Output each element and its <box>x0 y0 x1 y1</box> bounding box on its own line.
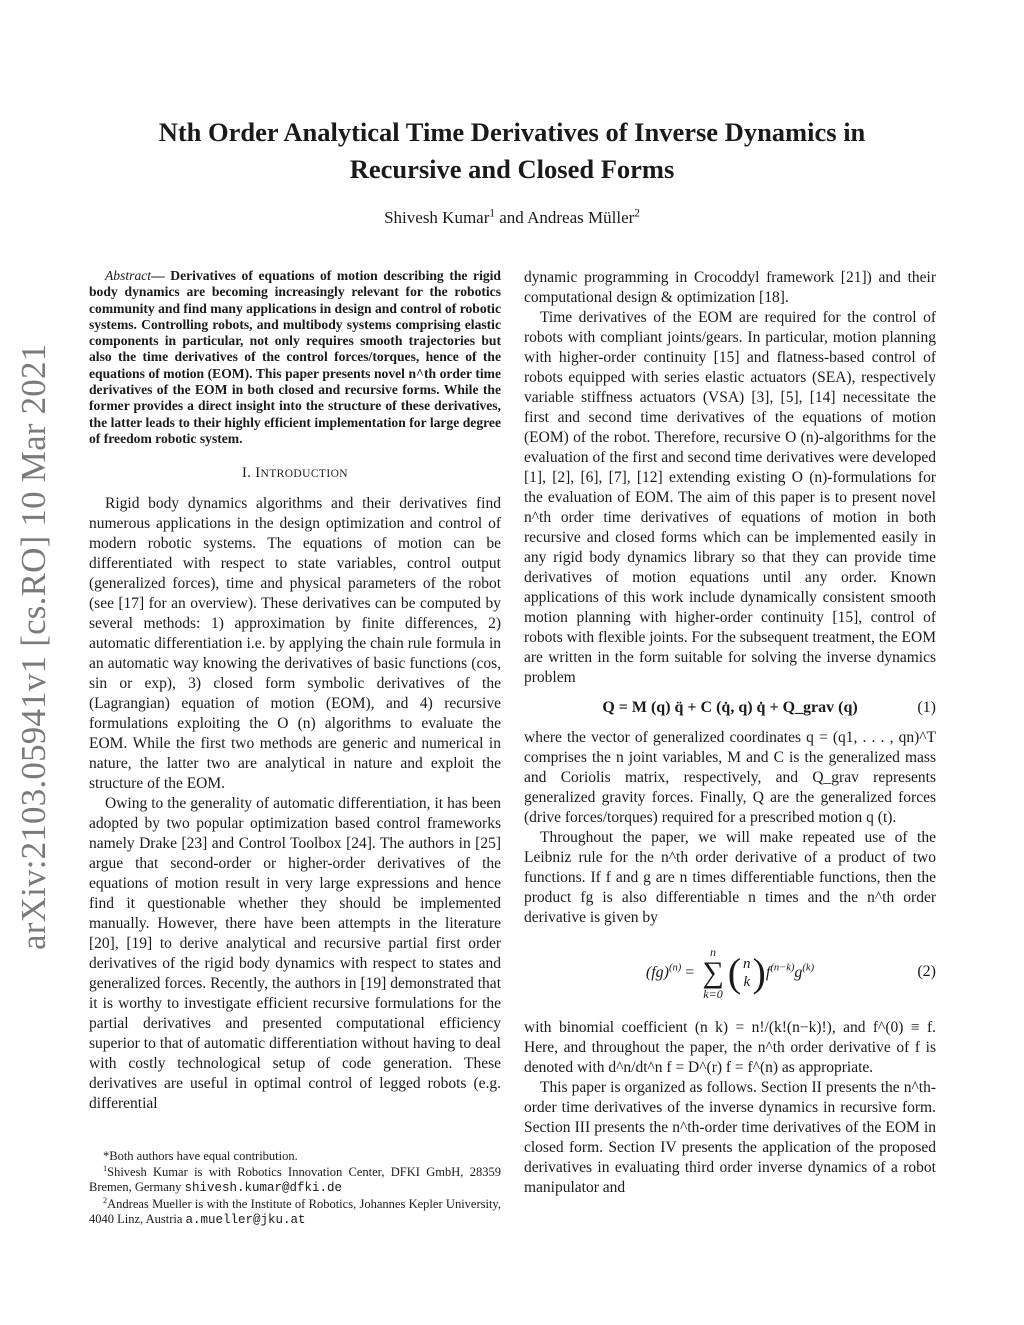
section-number: I. <box>242 465 252 482</box>
right-paragraph-5: This paper is organized as follows. Section II presents the n^th-order time derivatives of the inverse dynamics in recursive form. Section III presents the n^th-order time derivatives of the EOM in closed form. Section IV presents the application of the proposed derivatives in evaluating third order inverse dynamics of a robot manipulator and <box>524 1079 936 1196</box>
equation-1 <box>524 698 936 718</box>
footnote-1-mark: 1 <box>103 1163 108 1173</box>
author-1-affil-mark: 1 <box>489 207 495 220</box>
right-paragraph-3: Throughout the paper, we will make repeated use of the Leibniz rule for the n^th order derivative of a product of two functions. If f and g are n times differentiable functions, then the product fg is also differentiable n times and the n^th order derivative is given by <box>524 829 936 926</box>
footnotes <box>89 1149 501 1229</box>
right-paragraph-2: where the vector of generalized coordinates q = (q1, . . . , qn)^T comprises the n joint variables, M and C is the generalized mass and Coriolis matrix, respectively, and Q_grav represents generalized gravity forces. Finally, Q are the generalized forces (drive forces/torques) required for a prescribed motion q (t). <box>524 729 936 826</box>
equation-1-body: Q = M (q) q̈ + C (q̇, q) q̇ + Q_grav (q) <box>602 699 858 716</box>
paper-title <box>100 114 924 188</box>
left-column <box>89 268 501 1114</box>
right-paragraph-4: with binomial coefficient (n k) = n!/(k!(n−k)!), and f^(0) ≡ f. Here, and throughout the paper, the n^th order derivative of f is denoted with d^n/dt^n f = D^(r) f = f^(n) as appropriate. <box>524 1019 936 1076</box>
right-paragraph-1: Time derivatives of the EOM are required for the control of robots with compliant joints/gears. In particular, motion planning with higher-order continuity [15] and flatness-based control of robots equipped with series elastic actuators (SEA), respectively variable stiffness actuators (VSA) [3], [5], [14] necessitate the first and second time derivatives of the equations of motion (EOM) of the robot. Therefore, recursive O (n)-algorithms for the evaluation of the first and second time derivatives were developed [1], [2], [6], [7], [12] extending existing O (n)-formulations for the evaluation of EOM. The aim of this paper is to present novel n^th order time derivatives of equations of motion in both recursive and closed forms which can be implemented easily in any rigid body dynamics library so that they can provide time derivatives of motion equations until any order. Known applications of this work include dynamically consistent smooth motion planning with higher-order continuity [15], control of robots with flexible joints. For the subsequent treatment, the EOM are written in the form suitable for solving the inverse dynamics problem <box>524 309 936 686</box>
author-2-affil-mark: 2 <box>634 207 640 220</box>
footnote-2-mark: 2 <box>103 1195 108 1205</box>
binomial-close: ) <box>752 950 766 995</box>
equation-2-lhs: (fg)$^{(n)}$ <box>645 962 682 981</box>
intro-paragraph-1: Rigid body dynamics algorithms and their derivatives find numerous applications in the design optimization and control of modern robotic systems. The equations of motion can be differentiated with respect to state variables, control output (generalized forces), time and physical parameters of the robot (see [17] for an overview). These derivatives can be computed by several methods: 1) approximation by finite differences, 2) automatic differentiation i.e. by applying the chain rule formula in an automatic way knowing the derivatives of basic functions (cos, sin or exp), 3) closed form symbolic derivatives of the (Lagrangian) equation of motion (EOM), and 4) recursive formulations exploiting the O (n) algorithms to evaluate the EOM. While the first two methods are generic and numerical in nature, the latter two are analytical in nature and exploit the structure of the EOM. <box>89 495 501 793</box>
author-conjunction: and <box>495 208 528 227</box>
section-title-initial: I <box>255 465 261 482</box>
footnote-equal-contribution: *Both authors have equal contribution. <box>103 1149 298 1163</box>
author-2: Andreas Müller <box>527 208 635 227</box>
equation-2-number: (2) <box>917 963 936 980</box>
abstract-label: Abstract <box>105 268 152 283</box>
equation-2-rhs: $f^{(n-k)}g^{(k)}$ <box>765 962 815 981</box>
intro-paragraph-2: Owing to the generality of automatic differentiation, it has been adopted by two popular optimization based control frameworks namely Drake [23] and Control Toolbox [24]. The authors in [25] argue that second-order or higher-order derivatives of the equations of motion result in very large expressions and hence find it questionable whether they should be implemented manually. However, there have been attempts in the literature [20], [19] to derive analytical and recursive partial first order derivatives of the rigid body dynamics with respect to states and generalized forces. Recently, the authors in [19] demonstrated that it is worthy to investigate efficient recursive formulations for the partial derivatives and presented computational efficiency superior to that of automatic differentiation without having to deal with costly technological setup of code generation. These derivatives are useful in optimal control of legged robots (e.g. differential <box>89 795 501 1113</box>
footnote-1 <box>89 1165 501 1197</box>
footnote-2 <box>89 1197 501 1229</box>
author-line <box>100 208 924 228</box>
arxiv-sidebar-stamp <box>10 343 58 950</box>
abstract-dash: — <box>151 268 165 283</box>
equation-2-equals: = <box>681 964 699 981</box>
equation-1-number: (1) <box>917 699 936 716</box>
footnote-2-email[interactable]: a.mueller@jku.at <box>185 1213 306 1227</box>
abstract <box>89 268 501 447</box>
right-paragraph-0: dynamic programming in Crocoddyl framework [21]) and their computational design & optimization [18]. <box>524 269 936 306</box>
footnote-1-text: Shivesh Kumar is with Robotics Innovation Center, DFKI GmbH, 28359 Bremen, Germany <box>89 1164 501 1194</box>
right-column <box>524 268 936 1198</box>
title-line-2: Recursive and Closed Forms <box>349 154 675 184</box>
abstract-text: Derivatives of equations of motion describing the rigid body dynamics are becoming increasingly relevant for the robotics community and find many applications in design and control of robotic systems. Controlling robots, and multibody systems comprising elastic components in particular, not only requires smooth trajectories but also the time derivatives of the control forces/torques, hence of the equations of motion (EOM). This paper presents novel n^th order time derivatives of the EOM in both closed and recursive forms. While the former provides a direct insight into the structure of these derivatives, the latter leads to their highly efficient implementation for large degree of freedom robotic system. <box>89 268 501 446</box>
section-title-rest: NTRODUCTION <box>260 468 348 481</box>
arxiv-id: arXiv:2103.05941v1 [cs.RO] 10 Mar 2021 <box>14 343 53 950</box>
section-heading-introduction <box>89 463 501 484</box>
equation-2 <box>524 938 936 1008</box>
binomial-coefficient: n k <box>743 956 751 990</box>
title-line-1: Nth Order Analytical Time Derivatives of Inverse Dynamics in <box>158 117 866 147</box>
summation-symbol: n ∑ k=0 <box>702 945 724 1001</box>
footnote-1-email[interactable]: shivesh.kumar@dfki.de <box>184 1181 342 1195</box>
author-1: Shivesh Kumar <box>384 208 490 227</box>
footnote-2-text: Andreas Mueller is with the Institute of Robotics, Johannes Kepler University, 4040 Linz, Austria <box>89 1196 501 1226</box>
binomial-open: ( <box>727 950 742 995</box>
